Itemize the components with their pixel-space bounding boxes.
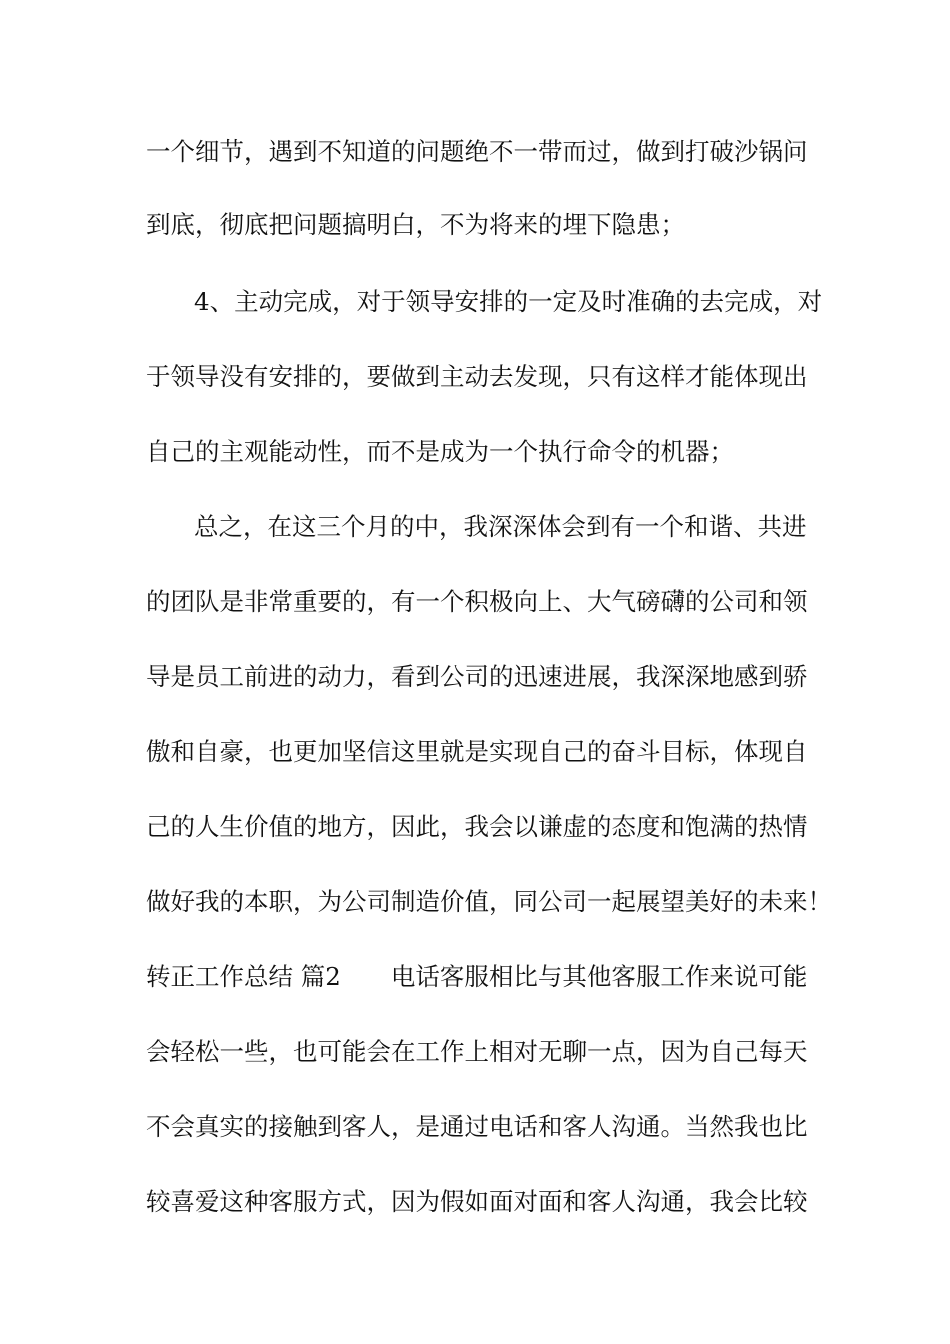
section-heading-line xyxy=(146,961,811,993)
text-line: 自己的主观能动性，而不是成为一个执行命令的机器； xyxy=(146,437,734,466)
text-line: 4、主动完成，对于领导安排的一定及时准确的去完成，对 xyxy=(194,287,823,316)
text-line: 到底，彻底把问题搞明白，不为将来的埋下隐患； xyxy=(146,210,685,239)
text-line: 傲和自豪，也更加坚信这里就是实现自己的奋斗目标，体现自 xyxy=(146,737,808,766)
text-line: 做好我的本职，为公司制造价值，同公司一起展望美好的未来！ xyxy=(146,887,832,916)
text-line: 的团队是非常重要的，有一个积极向上、大气磅礴的公司和领 xyxy=(146,587,808,616)
text-line: 会轻松一些，也可能会在工作上相对无聊一点，因为自己每天 xyxy=(146,1037,808,1066)
text-line: 总之，在这三个月的中，我深深体会到有一个和谐、共进 xyxy=(194,512,807,541)
text-line: 己的人生价值的地方，因此，我会以谦虚的态度和饱满的热情 xyxy=(146,812,808,841)
text-line: 一个细节，遇到不知道的问题绝不一带而过，做到打破沙锅问 xyxy=(146,137,808,166)
text-line: 较喜爱这种客服方式，因为假如面对面和客人沟通，我会比较 xyxy=(146,1187,808,1216)
text-line: 导是员工前进的动力，看到公司的迅速进展，我深深地感到骄 xyxy=(146,662,808,691)
section-heading: 转正工作总结 篇2 xyxy=(146,962,341,991)
text-line: 于领导没有安排的，要做到主动去发现，只有这样才能体现出 xyxy=(146,362,808,391)
text-line: 不会真实的接触到客人，是通过电话和客人沟通。当然我也比 xyxy=(146,1112,808,1141)
section-body-start: 电话客服相比与其他客服工作来说可能 xyxy=(390,962,808,991)
